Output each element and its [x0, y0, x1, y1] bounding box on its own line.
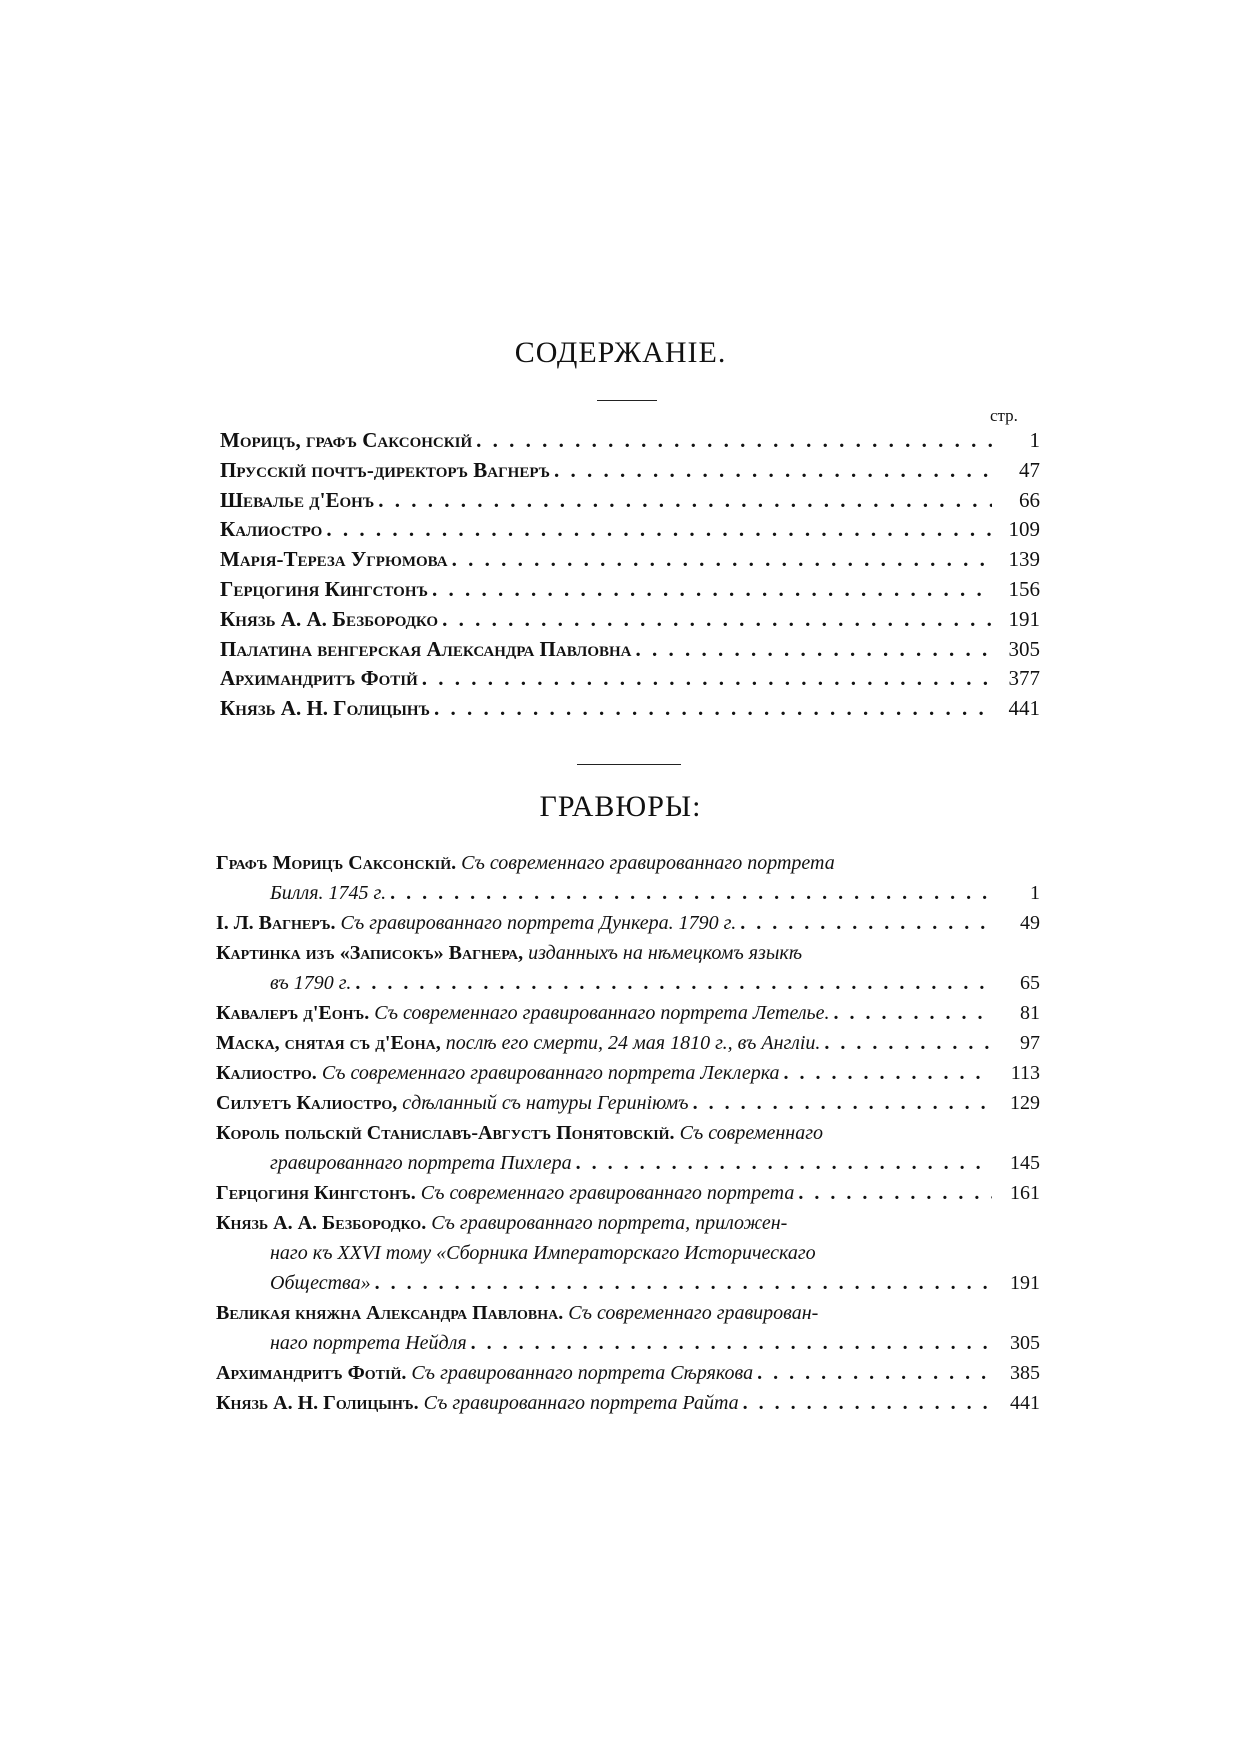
engraving-description: наго къ XXVI тому «Сборника Императорскаго Историческаго — [270, 1242, 816, 1264]
toc-page-number: 109 — [1008, 517, 1040, 542]
toc-page-number: 305 — [1008, 636, 1040, 661]
engraving-entry — [216, 1208, 1040, 1298]
leader-dots — [784, 1058, 992, 1088]
toc-row — [220, 607, 1040, 637]
engraving-description: Съ современнаго гравированнаго портрета Летелье. — [374, 1002, 830, 1024]
engraving-entry — [216, 998, 1040, 1028]
engraving-description: Общества» — [270, 1272, 371, 1294]
leader-dots — [636, 637, 992, 662]
toc-page-number: 66 — [1019, 487, 1040, 512]
engraving-page-number: 1 — [1030, 882, 1040, 904]
leader-dots — [375, 1268, 992, 1298]
leader-dots — [476, 428, 992, 453]
engraving-page-number: 385 — [1010, 1362, 1040, 1384]
leader-dots — [471, 1328, 992, 1358]
engraving-label: Силуетъ Калиостро, — [216, 1092, 398, 1114]
engravings-list — [216, 848, 1040, 1418]
engraving-description: гравированнаго портрета Пихлера — [270, 1152, 572, 1174]
toc-page-number: 47 — [1019, 457, 1040, 482]
engraving-label: Князь А. А. Безбородко. — [216, 1212, 427, 1234]
toc-entry-title: Герцогиня Кингстонъ — [220, 576, 428, 601]
leader-dots — [434, 696, 992, 721]
engraving-description: Съ современнаго гравирован- — [568, 1302, 819, 1324]
leader-dots — [554, 458, 992, 483]
leader-dots — [693, 1088, 992, 1118]
engraving-entry — [216, 1178, 1040, 1208]
engraving-description: Билля. 1745 г. — [270, 882, 387, 904]
engraving-page-number: 129 — [1010, 1092, 1040, 1114]
engraving-entry — [216, 1358, 1040, 1388]
leader-dots — [798, 1178, 992, 1208]
engraving-entry — [216, 1298, 1040, 1358]
heading-rule — [597, 400, 657, 401]
page-column-label: стр. — [990, 406, 1018, 425]
engraving-page-number: 81 — [1020, 1002, 1040, 1024]
engraving-page-number: 97 — [1020, 1032, 1040, 1054]
toc-page-number: 441 — [1008, 696, 1040, 721]
toc-row — [220, 637, 1040, 667]
toc-row — [220, 577, 1040, 607]
toc-page-number: 139 — [1008, 547, 1040, 572]
toc-entry-title: Калиостро — [220, 517, 323, 542]
toc-row — [220, 696, 1040, 726]
engraving-label: Калиостро. — [216, 1062, 317, 1084]
engraving-page-number: 441 — [1010, 1392, 1040, 1414]
engraving-page-number: 49 — [1020, 912, 1040, 934]
engraving-page-number: 305 — [1010, 1332, 1040, 1354]
engraving-description: въ 1790 г. — [270, 972, 352, 994]
leader-dots — [378, 488, 992, 513]
toc-row — [220, 428, 1040, 458]
leader-dots — [432, 577, 992, 602]
toc-page-number: 191 — [1008, 606, 1040, 631]
engraving-page-number: 145 — [1010, 1152, 1040, 1174]
engraving-description: Съ гравированнаго портрета, приложен- — [431, 1212, 788, 1234]
toc-row — [220, 547, 1040, 577]
leader-dots — [834, 998, 992, 1028]
engraving-page-number: 113 — [1010, 1062, 1040, 1084]
toc-list — [220, 428, 1040, 726]
engraving-entry — [216, 1028, 1040, 1058]
engraving-entry — [216, 908, 1040, 938]
engraving-entry — [216, 848, 1040, 908]
engraving-label: Маска, снятая съ д'Еона, — [216, 1032, 441, 1054]
engraving-description: сдѣланный съ натуры Гериніюмъ — [402, 1092, 689, 1114]
leader-dots — [576, 1148, 992, 1178]
leader-dots — [743, 1388, 992, 1418]
leader-dots — [422, 666, 992, 691]
engraving-label: Архимандритъ Фотій. — [216, 1362, 407, 1384]
leader-dots — [326, 517, 992, 542]
engraving-description: Съ современнаго — [679, 1122, 824, 1144]
leader-dots — [757, 1358, 992, 1388]
toc-entry-title: Архимандритъ Фотій — [220, 666, 418, 691]
leader-dots — [452, 547, 992, 572]
engraving-entry — [216, 1388, 1040, 1418]
toc-page-number: 1 — [1029, 428, 1040, 452]
engraving-label: Кавалеръ д'Еонъ. — [216, 1002, 370, 1024]
leader-dots — [355, 968, 992, 998]
toc-heading: СОДЕРЖАНІЕ. — [514, 336, 727, 369]
toc-entry-title: Марія-Тереза Угрюмова — [220, 547, 448, 572]
engraving-description: Съ гравированнаго портрета Дункера. 1790 г. — [340, 912, 737, 934]
section-divider — [577, 764, 681, 765]
toc-entry-title: Прусскій почтъ-директоръ Вагнеръ — [220, 457, 550, 482]
engraving-description: послѣ его смерти, 24 мая 1810 г., въ Англіи. — [445, 1032, 821, 1054]
toc-row — [220, 488, 1040, 518]
engravings-heading: ГРАВЮРЫ: — [539, 790, 702, 823]
engraving-label: Князь А. Н. Голицынъ. — [216, 1392, 419, 1414]
engraving-description: изданныхъ на нѣмецкомъ языкѣ — [528, 942, 803, 964]
engraving-description: Съ современнаго гравированнаго портрета — [461, 852, 835, 874]
engraving-page-number: 191 — [1010, 1272, 1040, 1294]
engraving-entry — [216, 938, 1040, 998]
toc-entry-title: Шевалье д'Еонъ — [220, 487, 375, 512]
engraving-page-number: 65 — [1020, 972, 1040, 994]
engraving-label: Графъ Морицъ Саксонскій. — [216, 852, 457, 874]
toc-page-number: 377 — [1008, 666, 1040, 691]
toc-entry-title: Князь А. Н. Голицынъ — [220, 696, 430, 721]
toc-entry-title: Палатина венгерская Александра Павловна — [220, 636, 632, 661]
toc-row — [220, 666, 1040, 696]
engraving-description: наго портрета Нейдля — [270, 1332, 467, 1354]
engraving-description: Съ гравированнаго портрета Райта — [423, 1392, 739, 1414]
toc-row — [220, 458, 1040, 488]
toc-entry-title: Князь А. А. Безбородко — [220, 606, 439, 631]
engraving-entry — [216, 1058, 1040, 1088]
engraving-description: Съ гравированнаго портрета Сѣрякова — [411, 1362, 754, 1384]
engraving-entry — [216, 1118, 1040, 1178]
engraving-description: Съ современнаго гравированнаго портрета Леклерка — [321, 1062, 780, 1084]
engraving-label: Король польскій Станиславъ-Августъ Понятовскій. — [216, 1122, 675, 1144]
leader-dots — [442, 607, 992, 632]
engraving-entry — [216, 1088, 1040, 1118]
engraving-label: Герцогиня Кингстонъ. — [216, 1182, 416, 1204]
engraving-label: І. Л. Вагнеръ. — [216, 912, 336, 934]
engraving-label: Картинка изъ «Записокъ» Вагнера, — [216, 942, 524, 964]
toc-row — [220, 517, 1040, 547]
engraving-description: Съ современнаго гравированнаго портрета — [420, 1182, 795, 1204]
leader-dots — [390, 878, 992, 908]
engraving-label: Великая княжна Александра Павловна. — [216, 1302, 564, 1324]
toc-page-number: 156 — [1008, 576, 1040, 601]
leader-dots — [740, 908, 992, 938]
leader-dots — [824, 1028, 992, 1058]
engraving-page-number: 161 — [1010, 1182, 1040, 1204]
toc-entry-title: Морицъ, графъ Саксонскій — [220, 428, 473, 452]
